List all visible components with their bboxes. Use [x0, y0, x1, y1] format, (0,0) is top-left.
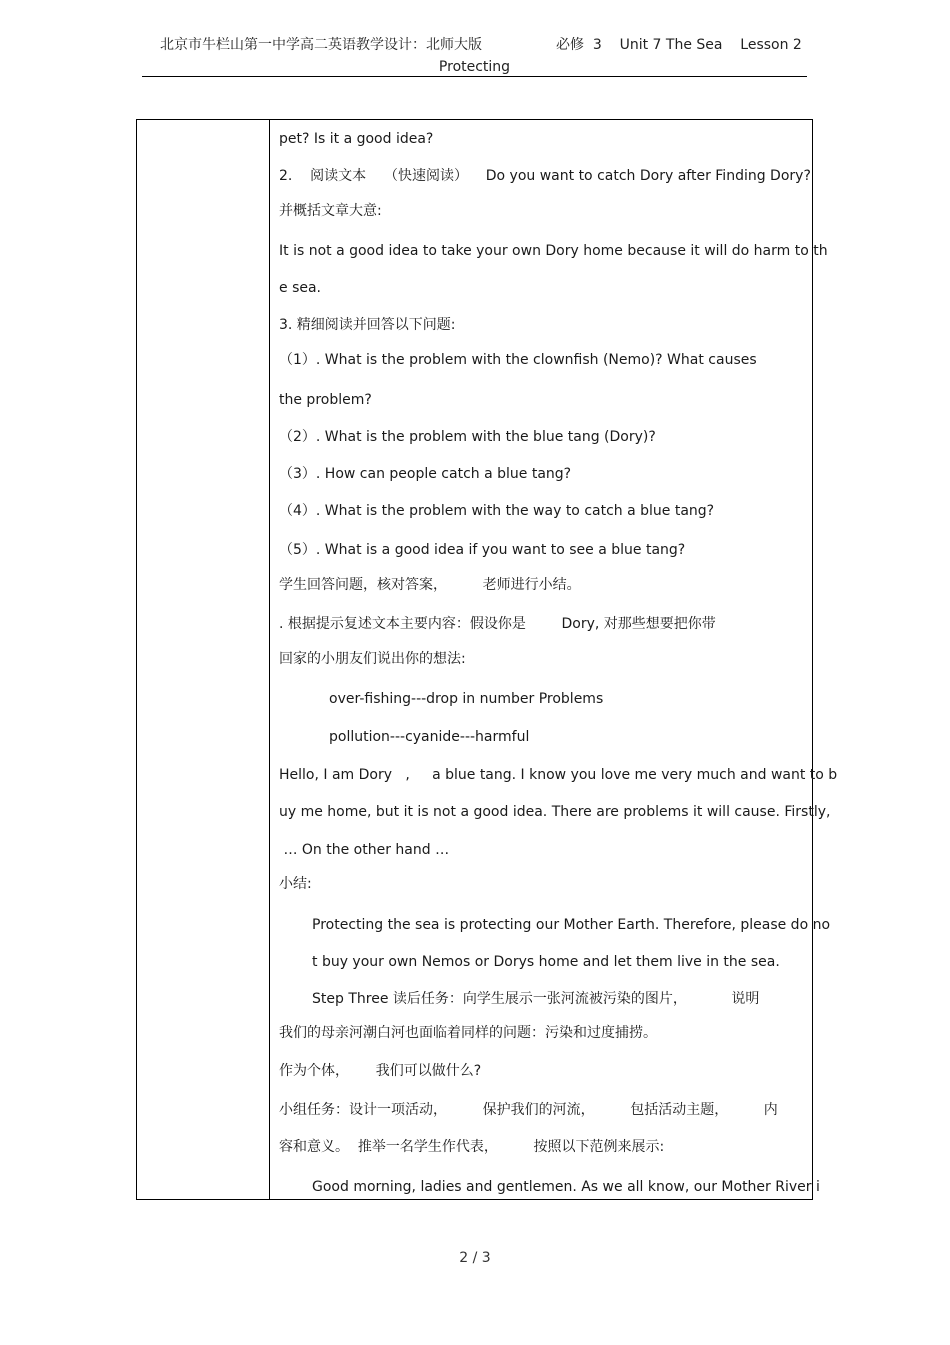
text-line: 回家的小朋友们说出你的想法: — [279, 651, 466, 667]
header-lesson-title: Protecting — [438, 59, 511, 75]
text-line: （2）. What is the problem with the blue tang (Dory)? — [279, 429, 656, 445]
text-line: 小组任务：设计一项活动， 保护我们的河流， 包括活动主题， 内 — [279, 1102, 778, 1118]
text-line: （3）. How can people catch a blue tang? — [279, 466, 572, 482]
header-school-title: 北京市牛栏山第一中学高二英语教学设计：北师大版 — [160, 37, 482, 53]
header-rule — [142, 76, 807, 77]
text-line: It is not a good idea to take your own Dory home because it will do harm to th — [279, 243, 828, 259]
text-line: 容和意义。 推举一名学生作代表， 按照以下范例来展示: — [279, 1139, 665, 1155]
text-line: Good morning, ladies and gentlemen. As we all know, our Mother River i — [312, 1179, 820, 1195]
text-line: pollution---cyanide---harmful — [329, 729, 530, 745]
page-number: 2 / 3 — [459, 1250, 491, 1266]
text-line: 学生回答问题，核对答案， 老师进行小结。 — [279, 577, 581, 593]
lesson-table — [136, 119, 838, 1200]
table-content-column — [279, 120, 838, 1199]
text-line: over-fishing---drop in number Problems — [329, 691, 604, 707]
text-line: . 根据提示复述文本主要内容：假设你是 Dory, 对那些想要把你带 — [279, 616, 716, 632]
text-line: Protecting the sea is protecting our Mother Earth. Therefore, please do no — [312, 917, 831, 933]
text-line: Step Three 读后任务：向学生展示一张河流被污染的图片， 说明 — [312, 991, 760, 1007]
text-line: （1）. What is the problem with the clownfish (Nemo)? What causes — [279, 352, 757, 368]
header-unit-title: 必修 3 Unit 7 The Sea Lesson 2 — [556, 37, 802, 53]
text-line: t buy your own Nemos or Dorys home and let them live in the sea. — [312, 954, 780, 970]
page-header — [142, 34, 807, 78]
text-line: pet? Is it a good idea? — [279, 131, 434, 147]
text-line: 3. 精细阅读并回答以下问题: — [279, 317, 456, 333]
text-line: e sea. — [279, 280, 321, 296]
text-line: （5）. What is a good idea if you want to see a blue tang? — [279, 542, 686, 558]
text-line: 小结: — [279, 876, 312, 892]
text-line: 2. 阅读文本 （快速阅读） Do you want to catch Dory after Finding Dory? — [279, 168, 811, 184]
table-left-column — [137, 120, 270, 1199]
text-line: （4）. What is the problem with the way to catch a blue tang? — [279, 503, 715, 519]
text-line: 我们的母亲河潮白河也面临着同样的问题：污染和过度捕捞。 — [279, 1025, 657, 1041]
text-line: 作为个体， 我们可以做什么? — [279, 1063, 482, 1079]
text-line: uy me home, but it is not a good idea. There are problems it will cause. Firstly, — [279, 804, 831, 820]
text-line: … On the other hand … — [279, 842, 450, 858]
text-line: Hello, I am Dory , a blue tang. I know you love me very much and want to b — [279, 767, 838, 783]
text-line: 并概括文章大意: — [279, 203, 382, 219]
text-line: the problem? — [279, 392, 372, 408]
